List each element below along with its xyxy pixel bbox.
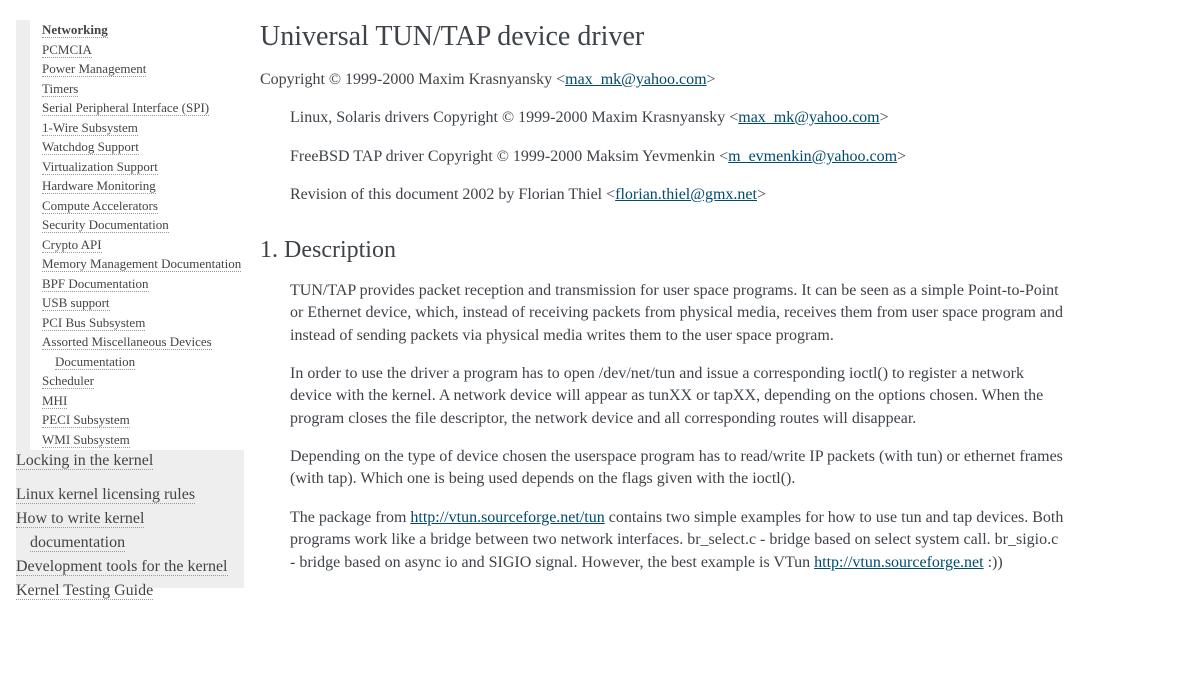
sidebar-item-crypto-api[interactable]: Crypto API [42,236,102,252]
sidebar-item-spi[interactable]: Serial Peripheral Interface (SPI) [42,100,210,115]
linux-copyright-line [290,107,889,129]
sidebar-item-networking[interactable]: Networking [42,22,108,37]
freebsd-copyright-text: FreeBSD TAP driver Copyright © 1999-2000 Maksim Yevmenkin < [290,148,729,165]
sidebar-item-write-docs-continued[interactable]: documentation [30,534,126,551]
sidebar-item-dev-tools[interactable]: Development tools for the kernel [16,558,228,575]
sidebar-item-power-management[interactable]: Power Management [42,61,147,76]
description-paragraph-2: In order to use the driver a program has to open /dev/net/tun and issue a corresponding ioctl() to register a network device with the kernel. A network device will appear as tunXX or tapXX, depending on the options chosen. When the program closes the file descriptor, the network device and all corresponding routes will disappear. [290,365,1044,427]
sidebar-navigation [16,20,244,599]
freebsd-copyright-close: > [897,148,907,165]
sidebar-item-timers[interactable]: Timers [42,80,79,96]
revision-line [290,184,766,206]
page-title: Universal TUN/TAP device driver [260,21,645,52]
vtun-link[interactable]: http://vtun.sourceforge.net [814,553,984,571]
sidebar-item-misc-devices-continued[interactable]: Documentation [55,353,136,369]
description-paragraph-4 [290,507,1065,574]
sidebar-item-wmi[interactable]: WMI Subsystem [42,431,130,447]
sidebar-item-licensing-rules[interactable]: Linux kernel licensing rules [16,486,196,503]
email-link-max-mk-linux[interactable]: max_mk@yahoo.com [738,109,880,126]
paragraph-4-text-end: :)) [983,553,1003,571]
sidebar-top-level-list [16,449,244,603]
revision-text: Revision of this document 2002 by Florian Thiel < [290,186,616,203]
revision-close: > [756,186,766,203]
sidebar-item-virtualization[interactable]: Virtualization Support [42,158,158,174]
email-link-florian-thiel[interactable]: florian.thiel@gmx.net [615,186,757,203]
paragraph-4-text-start: The package from [290,509,411,526]
sidebar-item-usb-support[interactable]: USB support [42,295,110,310]
email-link-m-evmenkin[interactable]: m_evmenkin@yahoo.com [728,148,898,165]
sidebar-item-pci-bus[interactable]: PCI Bus Subsystem [42,314,146,330]
vtun-tun-link[interactable]: http://vtun.sourceforge.net/tun [410,509,605,526]
section-heading-description: 1. Description [260,237,396,263]
sidebar-item-watchdog[interactable]: Watchdog Support [42,139,139,154]
sidebar-subsystem-list [30,20,244,450]
copyright-line [260,69,716,91]
freebsd-copyright-line [290,146,906,168]
linux-copyright-text: Linux, Solaris drivers Copyright © 1999-2000 Maxim Krasnyansky < [290,109,739,126]
sidebar-item-1-wire[interactable]: 1-Wire Subsystem [42,119,138,135]
description-paragraph-3: Depending on the type of device chosen the userspace program has to read/write IP packets (with tun) or ethernet frames (with tap). Which one is being used depends on the flags given with the ioctl(). [290,448,1063,488]
sidebar-item-security-documentation[interactable]: Security Documentation [42,217,169,232]
email-link-max-mk[interactable]: max_mk@yahoo.com [565,71,707,88]
linux-copyright-close: > [879,109,889,126]
sidebar-item-peci[interactable]: PECI Subsystem [42,412,130,427]
copyright-close: > [706,71,716,88]
document-body [260,0,1080,590]
sidebar-item-locking[interactable]: Locking in the kernel [16,452,154,469]
paragraph-4-text-middle: contains two simple examples for how to use tun and tap devices. Both programs work like a bridge between two network interfaces. br_select.c - bridge based on select system call. br_sigio.c - bridge based on async io and SIGIO signal. However, the best example is VTun [290,509,1064,571]
sidebar-item-compute-accelerators[interactable]: Compute Accelerators [42,197,158,213]
sidebar-item-misc-devices[interactable]: Assorted Miscellaneous Devices [42,334,212,349]
sidebar-item-testing-guide[interactable]: Kernel Testing Guide [16,582,154,599]
sidebar-item-pcmcia[interactable]: PCMCIA [42,41,92,57]
sidebar-item-hardware-monitoring[interactable]: Hardware Monitoring [42,178,156,193]
sidebar-item-write-docs[interactable]: How to write kernel [16,510,145,527]
copyright-text: Copyright © 1999-2000 Maxim Krasnyansky < [260,71,566,88]
sidebar-item-memory-management[interactable]: Memory Management Documentation [42,256,242,271]
sidebar-item-bpf-documentation[interactable]: BPF Documentation [42,275,149,291]
sidebar-item-scheduler[interactable]: Scheduler [42,373,94,388]
description-paragraph-1: TUN/TAP provides packet reception and transmission for user space programs. It can be seen as a simple Point-to-Point or Ethernet device, which, instead of receiving packets from physical media, receives them from user space program and instead of sending packets via physical media writes them to the user space program. [290,282,1064,344]
sidebar-item-mhi[interactable]: MHI [42,392,68,408]
